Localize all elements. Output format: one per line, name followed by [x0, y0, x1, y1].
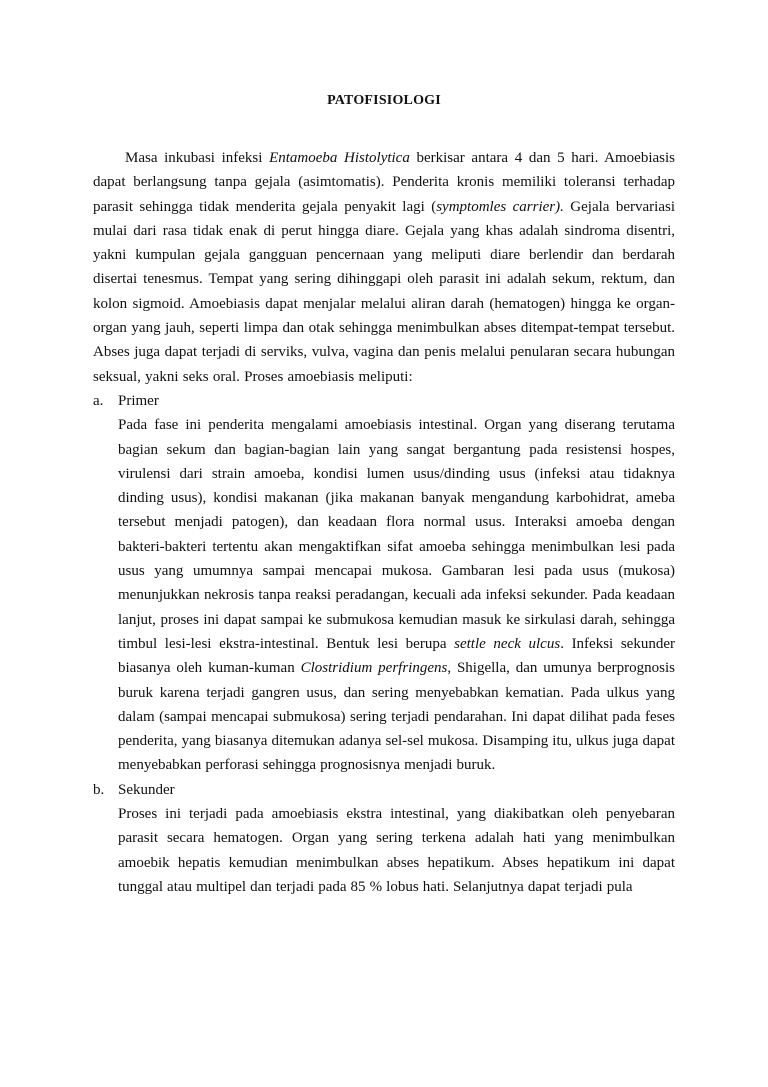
intro-text-1: Masa inkubasi infeksi: [125, 150, 270, 166]
list-marker: a.: [93, 392, 104, 409]
list-text: Pada fase ini penderita mengalami amoebiasis intestinal. Organ yang diserang terutama bagian sekum dan bagian-bagian lain yang sangat bergantung pada resistensi hospes, virulensi dari strain amoeba, kondisi lumen usus/dinding usus (infeksi atau tidaknya dinding usus), kondisi makanan (jika makanan banyak mengandung karbohidrat, ameba tersebut menjadi patogen), dan keadaan flora normal usus. Interaksi amoeba dengan bakteri-bakteri tertentu akan mengaktifkan sifat amoeba sehingga menimbulkan lesi pada usus yang umumnya sampai mencapai mukosa. Gambaran lesi pada usus (mukosa) menunjukkan nekrosis tanpa reaksi peradangan, kecuali ada infeksi sekunder. Pada keadaan lanjut, proses ini dapat sampai ke submukosa kemudian masuk ke sirkulasi darah, sehingga timbul lesi-lesi ekstra-intestinal. Bentuk lesi berupa: [118, 417, 675, 652]
document-body: [93, 146, 675, 899]
page-title: PATOFISIOLOGI: [327, 93, 441, 108]
list-italic: settle neck ulcus: [454, 635, 561, 652]
intro-italic-organism: Entamoeba Histolytica: [269, 150, 410, 166]
list-text: Proses ini terjadi pada amoebiasis ekstra intestinal, yang diakibatkan oleh penyebaran parasit secara hematogen. Organ yang sering terkena adalah hati yang menimbulkan amoebik hepatis kemudian menimbulkan abses hepatikum. Abses hepatikum ini dapat tunggal atau multipel dan terjadi pada 85 % lobus hati. Selanjutnya dapat terjadi pula: [118, 806, 675, 895]
intro-paragraph: [93, 146, 675, 389]
list-item-sekunder: [93, 778, 675, 899]
list-body: [118, 413, 675, 777]
list-heading: Sekunder: [118, 781, 175, 798]
list-text: . Infeksi sekunder biasanya oleh kuman-kuman: [118, 635, 675, 677]
list-italic: Clostridium perfringens: [300, 660, 448, 677]
list-heading: Primer: [118, 392, 159, 409]
list-marker: b.: [93, 781, 105, 798]
intro-text-3: Gejala bervariasi mulai dari rasa tidak enak di perut hingga diare. Gejala yang khas adalah sindroma disentri, yakni kumpulan gejala gangguan pencernaan yang meliputi diare berlendir dan berdarah disertai tenesmus. Tempat yang sering dihinggapi oleh parasit ini adalah sekum, rektum, dan kolon sigmoid. Amoebiasis dapat menjalar melalui aliran darah (hematogen) hingga ke organ-organ yang jauh, seperti limpa dan otak sehingga menimbulkan abses ditempat-tempat tersebut. Abses juga dapat terjadi di serviks, vulva, vagina dan penis melalui penularan secara hubungan seksual, yakni seks oral. Proses amoebiasis meliputi:: [93, 198, 676, 385]
list-text: , Shigella, dan umunya berprognosis buruk karena terjadi gangren usus, dan sering menyebabkan kematian. Pada ulkus yang dalam (sampai mencapai submukosa) sering terjadi pendarahan. Ini dapat dilihat pada feses penderita, yang biasanya ditemukan adanya sel-sel mukosa. Disamping itu, ulkus juga dapat menyebabkan perforasi sehingga prognosisnya menjadi buruk.: [118, 660, 675, 774]
process-list: [93, 389, 675, 899]
list-body: [118, 802, 675, 899]
intro-text-2: berkisar antara 4 dan 5 hari. Amoebiasis dapat berlangsung tanpa gejala (asimtomatis). Penderita kronis memiliki toleransi terhadap parasit sehingga tidak menderita gejala penyakit lagi (: [93, 150, 675, 215]
intro-italic-carrier: symptomles carrier).: [436, 198, 564, 215]
list-item-primer: [93, 389, 675, 778]
